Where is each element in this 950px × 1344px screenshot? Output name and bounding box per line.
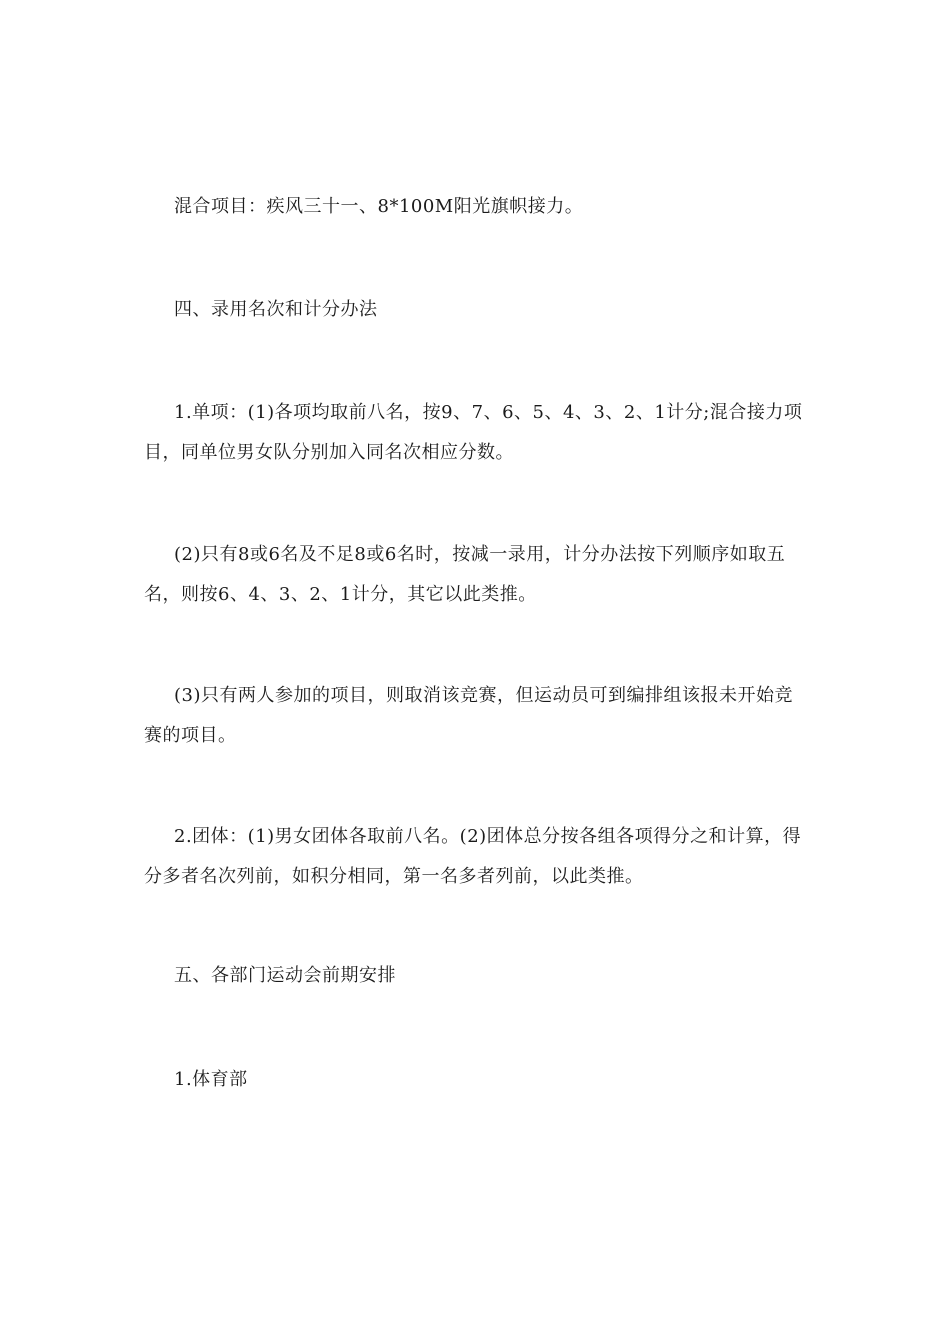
section-four-heading: 四、录用名次和计分办法: [174, 299, 378, 320]
two-participants-paragraph: (3)只有两人参加的项目，则取消该竞赛，但运动员可到编排组该报未开始竞赛的项目。: [144, 685, 793, 746]
mixed-events-paragraph: 混合项目：疾风三十一、8*100M阳光旗帜接力。: [174, 196, 584, 217]
section-five-heading: 五、各部门运动会前期安排: [174, 965, 396, 986]
individual-scoring-paragraph: 1.单项：(1)各项均取前八名，按9、7、6、5、4、3、2、1计分;混合接力项目，同单位男女队分别加入同名次相应分数。: [144, 402, 803, 463]
reduced-entries-paragraph: (2)只有8或6名及不足8或6名时，按减一录用，计分办法按下列顺序如取五名，则按6、4、3、2、1计分，其它以此类推。: [144, 544, 786, 605]
sports-department-item: 1.体育部: [174, 1069, 248, 1090]
team-scoring-paragraph: 2.团体：(1)男女团体各取前八名。(2)团体总分按各组各项得分之和计算，得分多者名次列前，如积分相同，第一名多者列前，以此类推。: [144, 826, 802, 887]
